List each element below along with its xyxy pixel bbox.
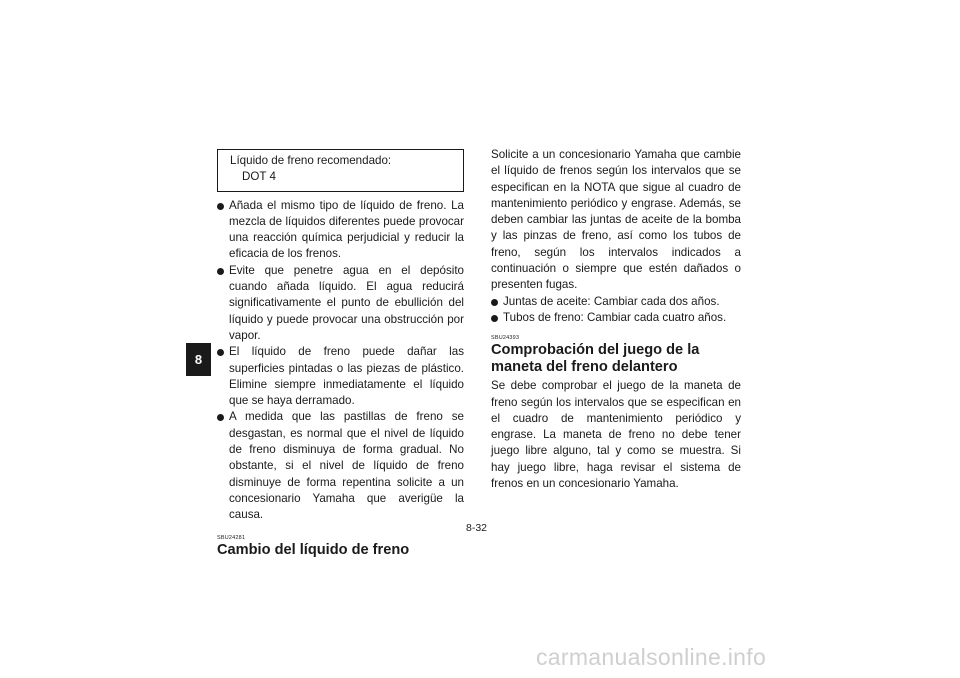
bullet-icon <box>491 299 498 306</box>
spec-box <box>217 149 464 192</box>
replacement-intervals-list <box>491 294 741 327</box>
list-item: Añada el mismo tipo de líquido de freno. La mezcla de líquidos diferentes puede provocar una reacción química perjudicial y reducir la eficacia de los frenos. <box>217 198 464 263</box>
bullet-icon <box>217 349 224 356</box>
left-column <box>217 149 464 561</box>
section-title: Comprobación del juego de la maneta del freno delantero <box>491 342 700 376</box>
bullet-icon <box>217 414 224 421</box>
spec-label: Líquido de freno recomendado: <box>230 154 392 167</box>
page-number: 8-32 <box>466 522 488 534</box>
watermark: carmanualsonline.info <box>536 644 767 670</box>
list-item: A medida que las pastillas de freno se desgastan, es normal que el nivel de líquido de freno disminuya de forma gradual. No obstante, si el nivel de líquido de freno disminuye de forma repentina solicite a un concesionario Yamaha que averigüe la causa. <box>217 409 464 523</box>
spec-value: DOT 4 <box>242 170 276 184</box>
list-item: Juntas de aceite: Cambiar cada dos años. <box>491 294 741 310</box>
bullet-icon <box>217 203 224 210</box>
list-item: El líquido de freno puede dañar las superficies pintadas o las piezas de plástico. Elimine siempre inmediatamente el líquido que se haya derramado. <box>217 344 464 409</box>
list-item: Tubos de freno: Cambiar cada cuatro años. <box>491 310 741 326</box>
section-body: Se debe comprobar el juego de la maneta de freno según los intervalos que se especifican en el cuadro de mantenimiento periódico y engrase. La maneta de freno no debe tener juego libre alguno, tal y como se muestra. Si hay juego libre, haga revisar el sistema de frenos en un concesionario Yamaha. <box>491 379 741 491</box>
brake-fluid-notes-list <box>217 198 464 524</box>
section-title: Cambio del líquido de freno <box>217 541 410 558</box>
list-item: Evite que penetre agua en el depósito cuando añada líquido. El agua reducirá significativamente el punto de ebullición del líquido y puede provocar una obstrucción por vapor. <box>217 263 464 344</box>
bullet-icon <box>217 268 224 275</box>
section-body-continued: Solicite a un concesionario Yamaha que cambie el líquido de frenos según los intervalos que se especifican en la NOTA que sigue al cuadro de mantenimiento periódico y engrase. Además, se deben cambiar las juntas de aceite de la bomba y las pinzas de freno, así como los tubos de freno, según los intervalos indicados a continuación o siempre que estén dañados o presenten fugas. <box>491 148 741 292</box>
chapter-tab: 8 <box>186 343 211 376</box>
bullet-icon <box>491 315 498 322</box>
section-code: SBU24393 <box>491 335 520 342</box>
section-code: SBU24281 <box>217 534 246 541</box>
right-column <box>491 147 741 492</box>
